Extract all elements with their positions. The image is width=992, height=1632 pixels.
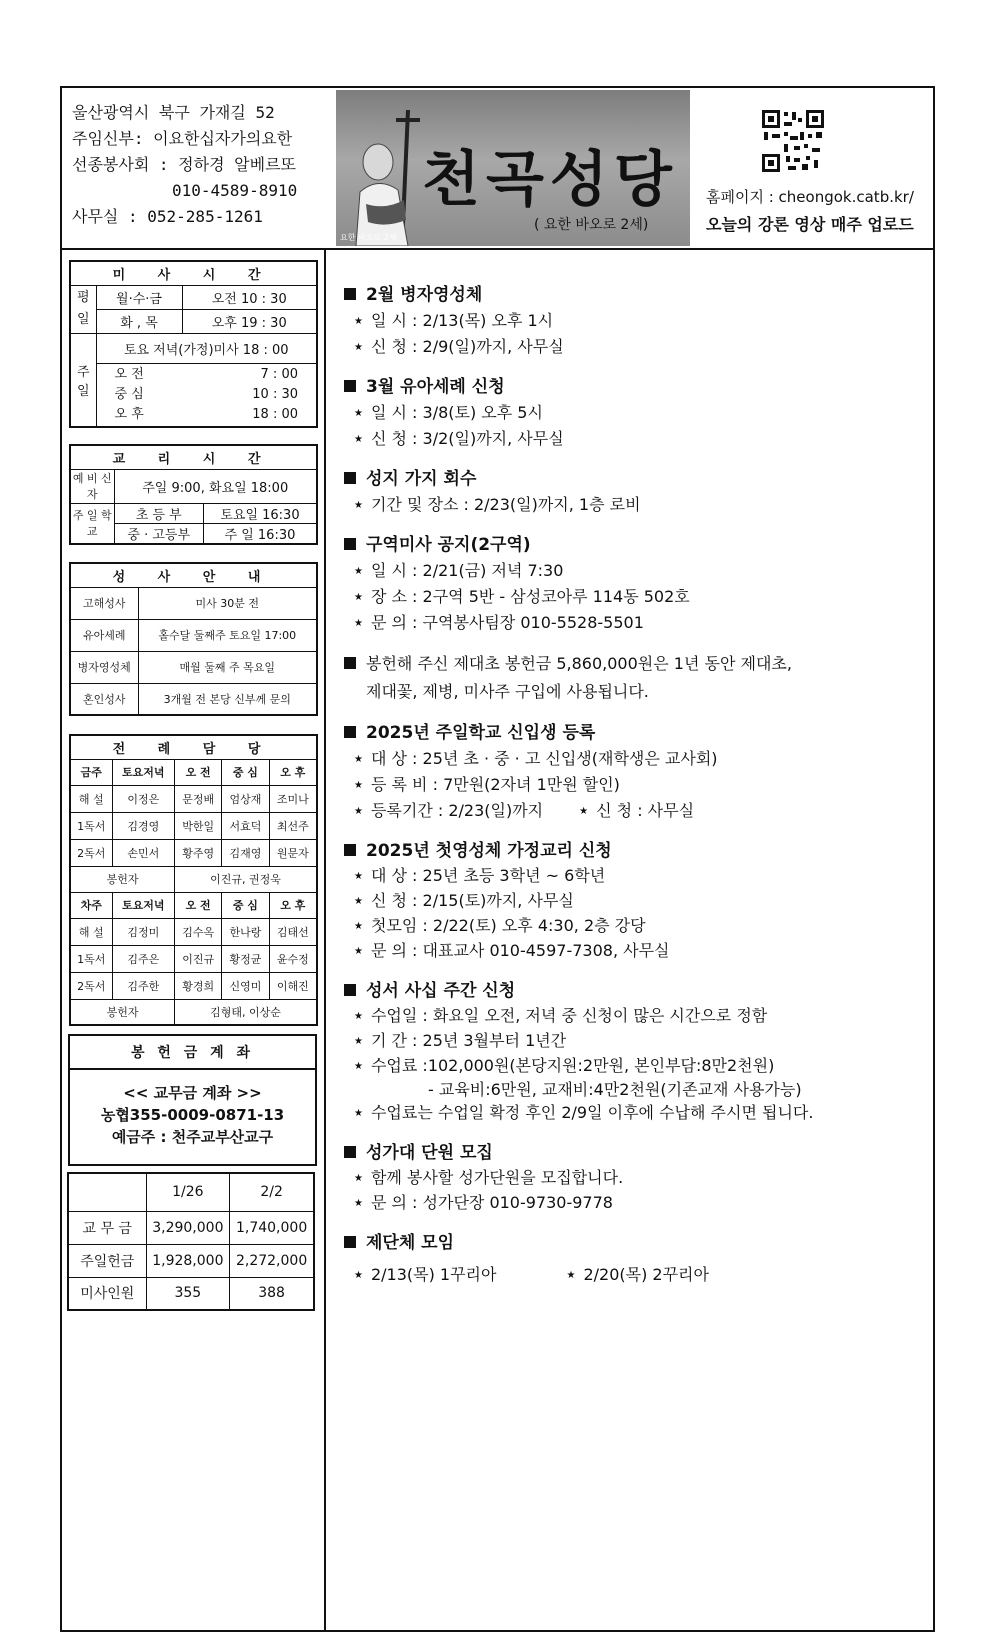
liturgy-person: 손민서: [112, 839, 175, 866]
finance-value: 2,272,000: [230, 1244, 314, 1277]
square-bullet-icon: [344, 984, 356, 996]
notice-line: 함께 봉사할 성가단원을 모집합니다.: [370, 1168, 624, 1187]
notice-paragraph: 제대꽃, 제병, 미사주 구입에 사용됩니다.: [366, 682, 649, 701]
weekday-days: 월·수·금: [96, 285, 182, 309]
liturgy-role: 1독서: [70, 945, 112, 972]
sacrament-info: 미사 30분 전: [138, 587, 317, 619]
liturgy-person: 최선주: [269, 812, 317, 839]
liturgy-row: [70, 812, 317, 839]
liturgy-row: [70, 839, 317, 866]
pastor: 주임신부: 이요한십자가의요한: [72, 129, 293, 148]
school-label: 주 일 학 교: [70, 503, 114, 544]
star-bullet-icon: ★: [354, 618, 363, 629]
star-bullet-icon: ★: [354, 946, 363, 957]
sunday-time: 7 : 00: [260, 366, 298, 382]
offering-label: 봉헌자: [70, 866, 175, 892]
sunday-row: [97, 365, 317, 385]
sacrament-info: 3개월 전 본당 신부께 문의: [138, 683, 317, 715]
notice-line: 2/13(목) 1꾸리아: [370, 1265, 497, 1284]
star-bullet-icon: ★: [354, 316, 363, 327]
liturgy-person: 이진규: [175, 945, 222, 972]
qr-code-icon: [760, 108, 826, 174]
offering-label: 봉헌자: [70, 999, 175, 1025]
sacraments-table: [69, 562, 318, 716]
liturgy-person: 조미나: [269, 785, 317, 812]
liturgy-person: 엄상재: [222, 785, 269, 812]
notice-line: 신 청 : 3/2(일)까지, 사무실: [370, 429, 564, 448]
mass-times-title: 미 사 시 간: [70, 261, 317, 285]
school-time: 토요일 16:30: [203, 503, 317, 523]
notice-line: 첫모임 : 2/22(토) 오후 4:30, 2층 강당: [370, 916, 646, 935]
star-bullet-icon: ★: [354, 780, 363, 791]
square-bullet-icon: [344, 380, 356, 392]
liturgy-person: 이정은: [112, 785, 175, 812]
notice-line: 기 간 : 25년 3월부터 1년간: [370, 1031, 567, 1050]
liturgy-person: 김재영: [222, 839, 269, 866]
account-holder: 예금주 : 천주교부산교구: [111, 1128, 274, 1146]
column-divider: [324, 249, 326, 1632]
square-bullet-icon: [344, 1146, 356, 1158]
star-bullet-icon: ★: [354, 1173, 363, 1184]
liturgy-person: 김경영: [112, 812, 175, 839]
liturgy-header: 오 전: [175, 892, 222, 918]
sunday-row: [97, 385, 317, 405]
liturgy-header: 중 심: [222, 759, 269, 785]
liturgy-person: 서효덕: [222, 812, 269, 839]
notice-line: 일 시 : 2/21(금) 저녁 7:30: [370, 561, 564, 580]
liturgy-header: 오 전: [175, 759, 222, 785]
notice-line: 등록기간 : 2/23(일)까지: [370, 801, 544, 820]
liturgy-header: 오 후: [269, 759, 317, 785]
star-bullet-icon: ★: [354, 1036, 363, 1047]
liturgy-table: [69, 734, 318, 1026]
school-group: 초 등 부: [114, 503, 203, 523]
notice-line: 문 의 : 성가단장 010-9730-9778: [370, 1193, 613, 1212]
liturgy-role: 2독서: [70, 972, 112, 999]
square-bullet-icon: [344, 726, 356, 738]
square-bullet-icon: [344, 844, 356, 856]
parish-banner: [336, 90, 690, 246]
notice-section: [344, 1140, 929, 1216]
liturgy-person: 신영미: [222, 972, 269, 999]
notice-section: [344, 720, 929, 824]
notice-line: 신 청 : 2/15(토)까지, 사무실: [370, 891, 574, 910]
office-phone: 사무실 : 052-285-1261: [72, 207, 263, 226]
liturgy-person: 문정배: [175, 785, 222, 812]
sacrament-name: 혼인성사: [70, 683, 138, 715]
finance-value: 1,928,000: [146, 1244, 230, 1277]
liturgy-person: 김태선: [269, 918, 317, 945]
finance-row: [68, 1277, 314, 1310]
finance-header: 1/26: [146, 1173, 230, 1211]
sunday-row: [97, 405, 317, 425]
liturgy-person: 김정미: [112, 918, 175, 945]
finance-value: 355: [146, 1277, 230, 1310]
notice-line: 일 시 : 3/8(토) 오후 5시: [370, 403, 543, 422]
notice-title: 2025년 주일학교 신입생 등록: [366, 723, 596, 743]
catechism-table: [69, 444, 318, 545]
finance-label: 교 무 금: [68, 1211, 146, 1244]
notice-title: 2월 병자영성체: [366, 285, 483, 305]
square-bullet-icon: [344, 1236, 356, 1248]
notice-line: 장 소 : 2구역 5반 - 삼성코아루 114동 502호: [370, 587, 690, 606]
finance-header: [68, 1173, 146, 1211]
star-bullet-icon: ★: [354, 500, 363, 511]
notices: [344, 282, 929, 1302]
sunday-time: 10 : 30: [252, 386, 298, 402]
notice-title: 2025년 첫영성체 가정교리 신청: [366, 841, 612, 861]
sacrament-info: 홀수달 둘째주 토요일 17:00: [138, 619, 317, 651]
star-bullet-icon: ★: [354, 1198, 363, 1209]
parish-info: [72, 100, 332, 230]
star-bullet-icon: ★: [354, 921, 363, 932]
notice-section: [344, 650, 929, 706]
finance-header: 2/2: [230, 1173, 314, 1211]
notice-title: 제단체 모임: [366, 1233, 455, 1253]
notice-line: 수업료는 수업일 확정 후인 2/9일 이후에 수납해 주시면 됩니다.: [370, 1103, 814, 1122]
liturgy-person: 이해진: [269, 972, 317, 999]
liturgy-person: 황경희: [175, 972, 222, 999]
sacrament-name: 유아세례: [70, 619, 138, 651]
offering-names: 이진규, 권정욱: [175, 866, 317, 892]
liturgy-person: 황주영: [175, 839, 222, 866]
liturgy-role: 해 설: [70, 785, 112, 812]
catechumen-label: 예 비 신 자: [70, 469, 114, 503]
saturday-mass: 토요 저녁(가정)미사 18 : 00: [96, 333, 317, 363]
liturgy-header: 토요저녁: [112, 759, 175, 785]
star-bullet-icon: ★: [354, 806, 363, 817]
finance-row: [68, 1244, 314, 1277]
star-bullet-icon: ★: [354, 1011, 363, 1022]
liturgy-person: 윤수정: [269, 945, 317, 972]
sacrament-info: 매월 둘째 주 목요일: [138, 651, 317, 683]
parish-title: 천곡성당: [422, 145, 678, 215]
mass-times-table: [69, 260, 318, 428]
square-bullet-icon: [344, 538, 356, 550]
notice-section: [344, 466, 929, 518]
star-bullet-icon: ★: [354, 1108, 363, 1119]
star-bullet-icon: ★: [566, 1270, 576, 1281]
weekday-days: 화 , 목: [96, 309, 182, 333]
parish-patron: ( 요한 바오로 2세): [534, 217, 649, 233]
liturgy-row: [70, 945, 317, 972]
notice-line: 신 청 : 2/9(일)까지, 사무실: [370, 337, 564, 356]
star-bullet-icon: ★: [354, 592, 363, 603]
homepage: 홈페이지 : cheongok.catb.kr/: [706, 188, 914, 206]
sacrament-name: 병자영성체: [70, 651, 138, 683]
offering-names: 김형태, 이상순: [175, 999, 317, 1025]
header-divider: [60, 248, 935, 250]
notice-title: 성가대 단원 모집: [366, 1143, 493, 1163]
liturgy-person: 김주은: [112, 945, 175, 972]
school-group: 중 · 고등부: [114, 523, 203, 544]
liturgy-role: 해 설: [70, 918, 112, 945]
image-caption: 요한 바오로 2세: [340, 233, 397, 242]
liturgy-person: 김주한: [112, 972, 175, 999]
weekday-label: 평일: [70, 285, 96, 333]
council: 선종봉사회 : 정하경 알베르또: [72, 155, 297, 174]
notice-line: 일 시 : 2/13(목) 오후 1시: [370, 311, 554, 330]
notice-line: 신 청 : 사무실: [596, 801, 695, 820]
liturgy-header: 차주: [70, 892, 112, 918]
weekday-time: 오후 19 : 30: [182, 309, 317, 333]
notice-section: [344, 838, 929, 964]
star-bullet-icon: ★: [354, 1061, 363, 1072]
liturgy-person: 박한일: [175, 812, 222, 839]
offering-account: [68, 1034, 317, 1166]
notice-section: [344, 978, 929, 1126]
notice-paragraph: 봉헌해 주신 제대초 봉헌금 5,860,000원은 1년 동안 제대초,: [366, 654, 792, 673]
finance-value: 388: [230, 1277, 314, 1310]
notice-line: - 교육비:6만원, 교재비:4만2천원(기존교재 사용가능): [428, 1080, 802, 1099]
sunday-name: 중 심: [114, 386, 144, 402]
account-title: 봉 헌 금 계 좌: [70, 1036, 315, 1070]
liturgy-header: 금주: [70, 759, 112, 785]
star-bullet-icon: ★: [354, 896, 363, 907]
star-bullet-icon: ★: [354, 754, 363, 765]
star-bullet-icon: ★: [579, 806, 589, 817]
square-bullet-icon: [344, 288, 356, 300]
star-bullet-icon: ★: [354, 408, 363, 419]
notice-line: 수업일 : 화요일 오전, 저녁 중 신청이 많은 시간으로 정함: [370, 1006, 768, 1025]
school-time: 주 일 16:30: [203, 523, 317, 544]
notice-title: 구역미사 공지(2구역): [366, 535, 531, 555]
account-number: 농협355-0009-0871-13: [100, 1106, 285, 1124]
finance-value: 1,740,000: [230, 1211, 314, 1244]
liturgy-role: 1독서: [70, 812, 112, 839]
square-bullet-icon: [344, 657, 356, 669]
account-label: << 교무금 계좌 >>: [123, 1084, 262, 1102]
notice-line: 2/20(목) 2꾸리아: [583, 1265, 709, 1284]
finance-row: [68, 1211, 314, 1244]
notice-section: [344, 1230, 929, 1288]
sunday-name: 오 후: [114, 406, 144, 422]
notice-section: [344, 282, 929, 360]
liturgy-person: 황정균: [222, 945, 269, 972]
notice-line: 대 상 : 25년 초등 3학년 ~ 6학년: [370, 866, 606, 885]
council-phone: 010-4589-8910: [172, 181, 298, 200]
liturgy-header: 토요저녁: [112, 892, 175, 918]
notice-line: 수업료 :102,000원(본당지원:2만원, 본인부담:8만2천원): [370, 1056, 775, 1075]
liturgy-row: [70, 972, 317, 999]
liturgy-role: 2독서: [70, 839, 112, 866]
finance-value: 3,290,000: [146, 1211, 230, 1244]
notice-title: 3월 유아세례 신청: [366, 377, 505, 397]
star-bullet-icon: ★: [354, 1270, 363, 1281]
star-bullet-icon: ★: [354, 566, 363, 577]
notice-line: 문 의 : 구역봉사팀장 010-5528-5501: [370, 613, 644, 632]
notice-line: 등 록 비 : 7만원(2자녀 1만원 할인): [370, 775, 620, 794]
finance-label: 주일헌금: [68, 1244, 146, 1277]
star-bullet-icon: ★: [354, 342, 363, 353]
notice-section: [344, 532, 929, 636]
liturgy-row: [70, 785, 317, 812]
notice-title: 성지 가지 회수: [366, 469, 477, 489]
liturgy-title: 전 례 담 당: [70, 735, 317, 759]
finance-table: [67, 1172, 315, 1311]
liturgy-row: [70, 918, 317, 945]
notice-line: 문 의 : 대표교사 010-4597-7308, 사무실: [370, 941, 670, 960]
sunday-label: 주일: [70, 333, 96, 427]
liturgy-header: 중 심: [222, 892, 269, 918]
notice-line: 대 상 : 25년 초 · 중 · 고 신입생(재학생은 교사회): [370, 749, 718, 768]
address: 울산광역시 북구 가재길 52: [72, 103, 275, 122]
liturgy-header: 오 후: [269, 892, 317, 918]
square-bullet-icon: [344, 472, 356, 484]
sunday-name: 오 전: [114, 366, 144, 382]
star-bullet-icon: ★: [354, 871, 363, 882]
liturgy-person: 원문자: [269, 839, 317, 866]
sacrament-name: 고해성사: [70, 587, 138, 619]
finance-label: 미사인원: [68, 1277, 146, 1310]
notice-section: [344, 374, 929, 452]
star-bullet-icon: ★: [354, 434, 363, 445]
liturgy-person: 한나랑: [222, 918, 269, 945]
catechism-title: 교 리 시 간: [70, 445, 317, 469]
liturgy-person: 김수옥: [175, 918, 222, 945]
notice-title: 성서 사십 주간 신청: [366, 981, 516, 1001]
catechumen-time: 주일 9:00, 화요일 18:00: [114, 469, 317, 503]
weekday-time: 오전 10 : 30: [182, 285, 317, 309]
upload-note: 오늘의 강론 영상 매주 업로드: [706, 215, 914, 234]
sacraments-title: 성 사 안 내: [70, 563, 317, 587]
notice-line: 기간 및 장소 : 2/23(일)까지, 1층 로비: [370, 495, 641, 514]
sunday-time: 18 : 00: [252, 406, 298, 422]
